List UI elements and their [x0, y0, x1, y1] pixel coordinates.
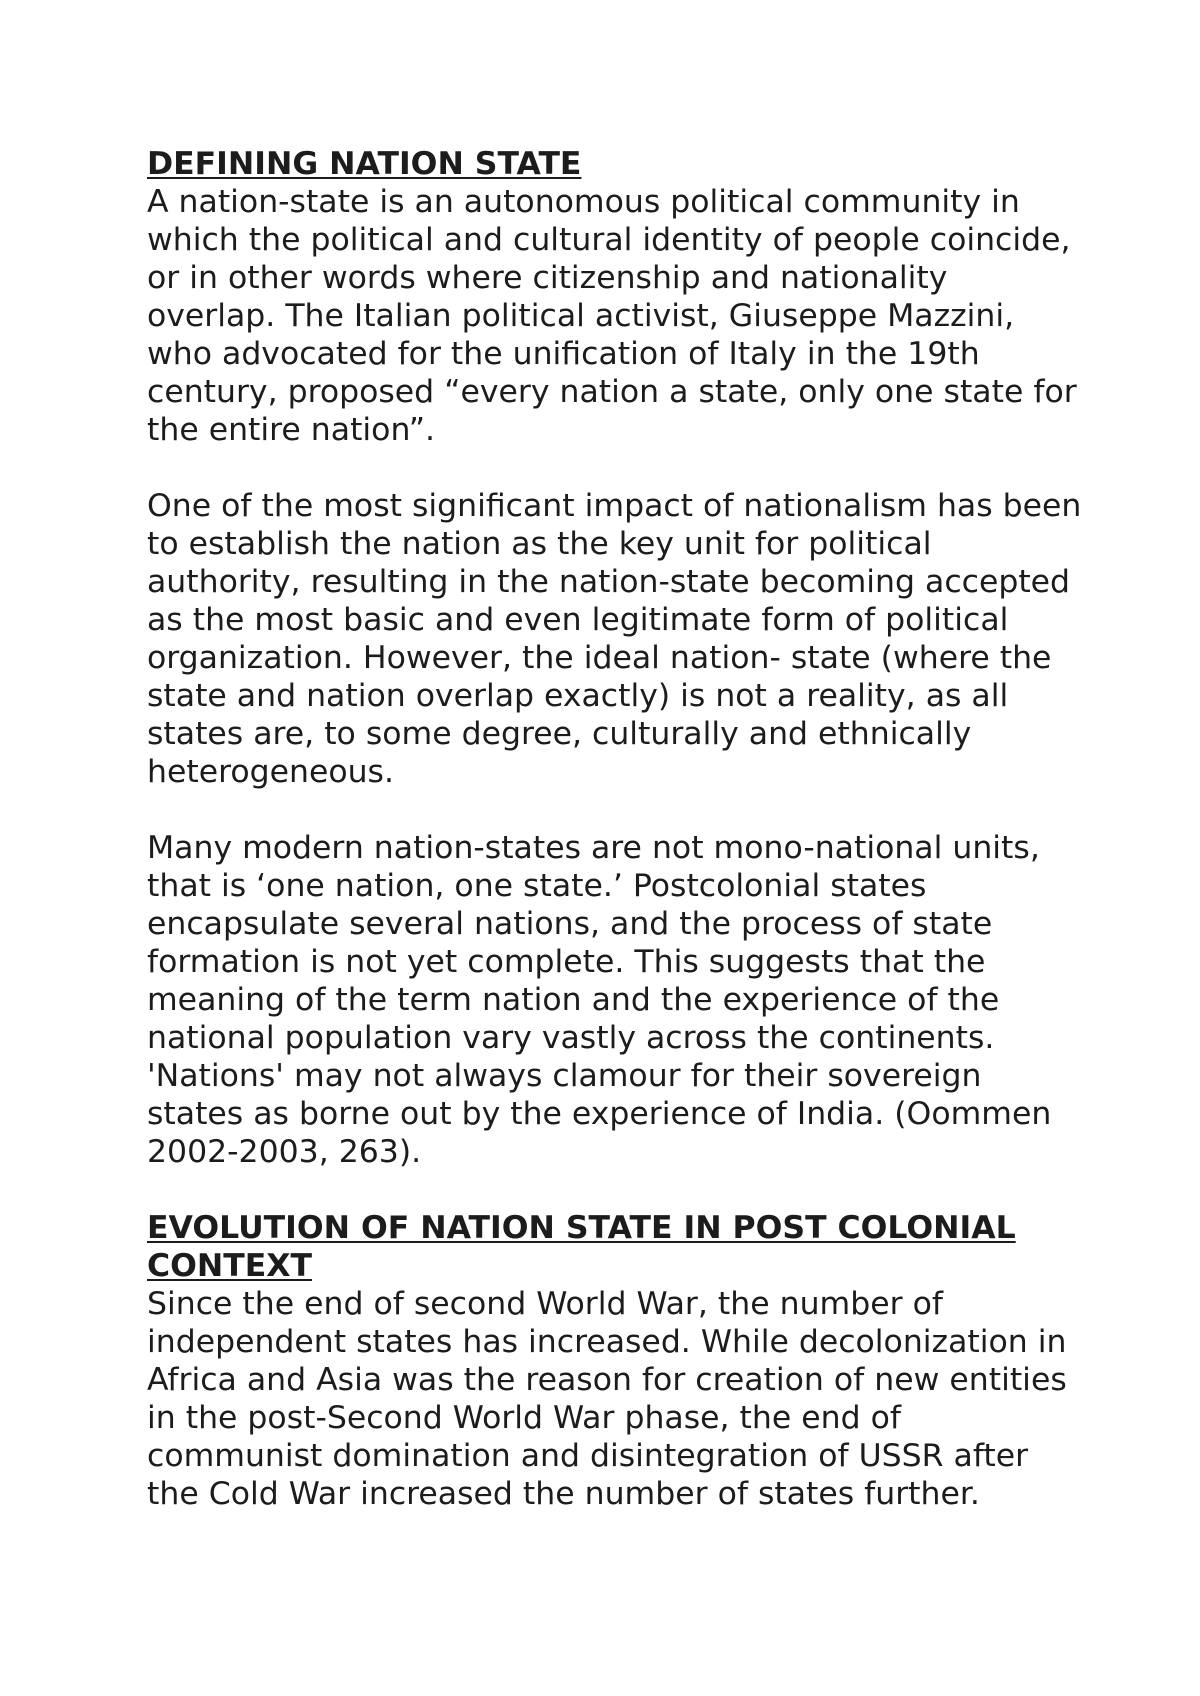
section-defining-nation-state: [147, 145, 1082, 1171]
paragraph: A nation-state is an autonomous political community in which the political and cultural identity of people coincide, or in other words where citizenship and nationality overlap. The Italian political activist, Giuseppe Mazzini, who advocated for the unification of Italy in the 19th century, proposed “every nation a state, only one state for the entire nation”.: [147, 184, 1077, 448]
section-heading: DEFINING NATION STATE: [147, 146, 582, 182]
paragraph: Since the end of second World War, the number of independent states has increased. While decolonization in Africa and Asia was the reason for creation of new entities in the post-Second World War phase, the end of communist domination and disintegration of USSR after the Cold War increased the number of states further.: [147, 1286, 1067, 1512]
section-heading: EVOLUTION OF NATION STATE IN POST COLONIAL CONTEXT: [147, 1210, 1016, 1284]
section-evolution-nation-state: [147, 1209, 1082, 1513]
paragraph: One of the most significant impact of nationalism has been to establish the nation as the key unit for political authority, resulting in the nation-state becoming accepted as the most basic and even legitimate form of political organization. However, the ideal nation- state (where the state and nation overlap exactly) is not a reality, as all states are, to some degree, culturally and ethnically heterogeneous.: [147, 488, 1082, 790]
document-page: [147, 145, 1082, 1513]
paragraph: Many modern nation-states are not mono-national units, that is ‘one nation, one state.’ Postcolonial states encapsulate several nations, and the process of state formation is not yet complete. This suggests that the meaning of the term nation and the experience of the national population vary vastly across the continents. 'Nations' may not always clamour for their sovereign states as borne out by the experience of India. (Oommen 2002-2003, 263).: [147, 830, 1052, 1170]
